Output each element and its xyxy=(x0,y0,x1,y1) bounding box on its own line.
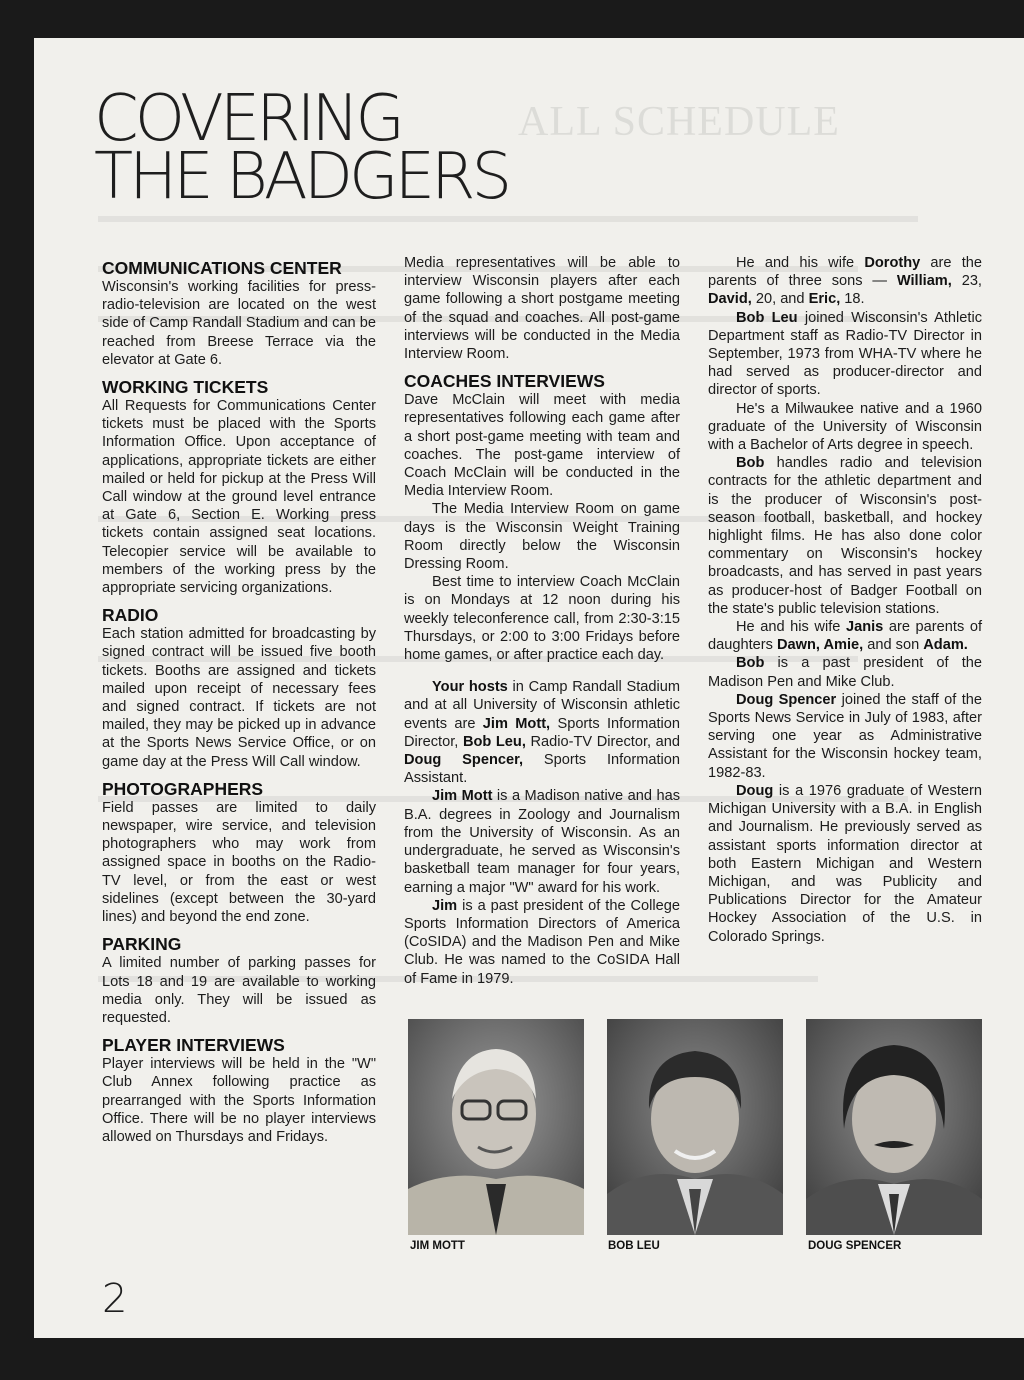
heading-communications-center: COMMUNICATIONS CENTER xyxy=(102,258,342,278)
title-line-1: COVERING xyxy=(94,82,401,156)
caption-doug-spencer: DOUG SPENCER xyxy=(808,1240,902,1252)
text-leu-bio-2: He's a Milwaukee native and a 1960 graduate of the University of Wisconsin with a Bachelor of Arts degree in speech. xyxy=(708,400,982,454)
text-radio: Each station admitted for broadcasting by signed contract will be issued five booth tickets. Booths are assigned and tickets mailed upon receipt of necessary fees and signed contract. If tickets are not mailed, they may be picked up in advance at the Sports News Service Office, or on game day at the Press Will Call window. xyxy=(102,626,376,770)
text-coaches-interviews-2: The Media Interview Room on game days is the Wisconsin Weight Training Room directly below the Wisconsin Dressing Room. xyxy=(404,501,680,573)
caption-bob-leu: BOB LEU xyxy=(608,1240,660,1252)
heading-working-tickets: WORKING TICKETS xyxy=(102,377,269,398)
text-player-interviews-1: Player interviews will be held in the "W" Club Annex following practice as prearranged with the Sports Information Office. There will be no player interviews allowed on Thursdays and Fridays. xyxy=(102,1056,376,1145)
photo-doug-spencer xyxy=(806,1019,982,1235)
text-leu-family: He and his wife Janis are parents of daughters Dawn, Amie, and son Adam. xyxy=(708,619,982,654)
text-photographers: Field passes are limited to daily newspaper, wire service, and television photographers who may work from assigned space in booths on the Radio-TV level, or from the east or west sidelines (except between the 30-yard lines) and beyond the end zone. xyxy=(102,799,376,926)
heading-radio: RADIO xyxy=(102,605,159,626)
text-communications-center: Wisconsin's working facilities for press-radio-television are located on the west side of Camp Randall Stadium and can be reached from Breese Terrace via the elevator at Gate 6. xyxy=(102,279,376,368)
text-your-hosts: Your hosts in Camp Randall Stadium and at all University of Wisconsin athletic events are Jim Mott, Sports Information Director, Bob Leu, Radio-TV Director, and Doug Spencer, Sports Information Assistant. xyxy=(404,679,681,787)
column-2 xyxy=(404,254,680,988)
heading-photographers: PHOTOGRAPHERS xyxy=(102,778,264,799)
title-line-2: THE BADGERS xyxy=(94,140,509,214)
text-spencer-bio-1: Doug Spencer joined the staff of the Sports News Service in July of 1983, after serving one year as Administrative Assistant for the Wisconsin hockey team, 1982-83. xyxy=(708,691,982,781)
column-1 xyxy=(102,254,376,1146)
text-working-tickets: All Requests for Communications Center tickets must be placed with the Sports Information Office. Upon acceptance of applications, appropriate tickets are either mailed or held for pickup at the Press Will Call window at the ground level entrance at Gate 6, Section E. Working press tickets contain assigned seat locations. Telecopier service will be available to members of the working press by the appropriate servicing organizations. xyxy=(102,398,376,597)
text-leu-bio-3: Bob handles radio and television contracts for the athletic department and is the producer of Wisconsin's post-season football, basketball, and hockey highlight films. He has also done color commentary on Wisconsin's hockey broadcasts, and has served in past years as producer-host of Badger Football on the state's public television stations. xyxy=(708,455,982,617)
text-parking: A limited number of parking passes for Lots 18 and 19 are available to working media only. They will be issued as requested. xyxy=(102,955,376,1026)
bleed-through-heading: ALL SCHEDULE xyxy=(518,99,840,145)
photo-jim-mott xyxy=(408,1019,584,1235)
page-title xyxy=(94,82,509,214)
heading-parking: PARKING xyxy=(102,934,182,955)
text-spencer-bio-2: Doug is a 1976 graduate of Western Michigan University with a B.A. in English and Journalism. He previously served as assistant sports information director at both Eastern Michigan and Western Michigan, and was Publicity and Publications Director for the Amateur Hockey Association of the U.S. in Colorado Springs. xyxy=(708,782,982,945)
text-leu-bio-4: Bob is a past president of the Madison Pen and Mike Club. xyxy=(708,655,982,690)
caption-jim-mott: JIM MOTT xyxy=(410,1240,465,1252)
page-number: 2 xyxy=(102,1276,128,1322)
text-mott-bio-1: Jim Mott is a Madison native and has B.A. degrees in Zoology and Journalism from the University of Wisconsin. As an undergraduate, he served as Wisconsin's basketball team manager for four years, earning a major "W" award for his work. xyxy=(404,788,681,896)
text-leu-bio-1: Bob Leu joined Wisconsin's Athletic Department staff as Radio-TV Director in September, 1973 from WHA-TV where he had served as producer-director and director of sports. xyxy=(708,309,982,399)
heading-player-interviews: PLAYER INTERVIEWS xyxy=(102,1035,285,1056)
photo-bob-leu xyxy=(607,1019,783,1235)
text-coaches-interviews-3: Best time to interview Coach McClain is on Mondays at 12 noon during his weekly teleconference call, from 2:30-3:15 Thursdays, or 2:00 to 3:00 Fridays before home games, or after practice each day. xyxy=(404,574,680,664)
heading-coaches-interviews: COACHES INTERVIEWS xyxy=(404,371,605,392)
column-3 xyxy=(708,254,982,946)
text-coaches-interviews-1: Dave McClain will meet with media representatives following each game after a short post-game meeting with team and coaches. The post-game interview of Coach McClain will be conducted in the Media Interview Room. xyxy=(404,392,680,500)
text-mott-family: He and his wife Dorothy are the parents of three sons — William, 23, David, 20, and Eric, 18. xyxy=(708,255,982,308)
magazine-page xyxy=(34,38,1024,1338)
text-player-interviews-2: Media representatives will be able to interview Wisconsin players after each game following a short postgame meeting of the squad and coaches. All post-game interviews will be conducted in the Media Interview Room. xyxy=(404,255,680,363)
text-mott-bio-2: Jim is a past president of the College Sports Information Directors of America (CoSIDA) and the Madison Pen and Mike Club. He was named to the CoSIDA Hall of Fame in 1979. xyxy=(404,897,680,987)
